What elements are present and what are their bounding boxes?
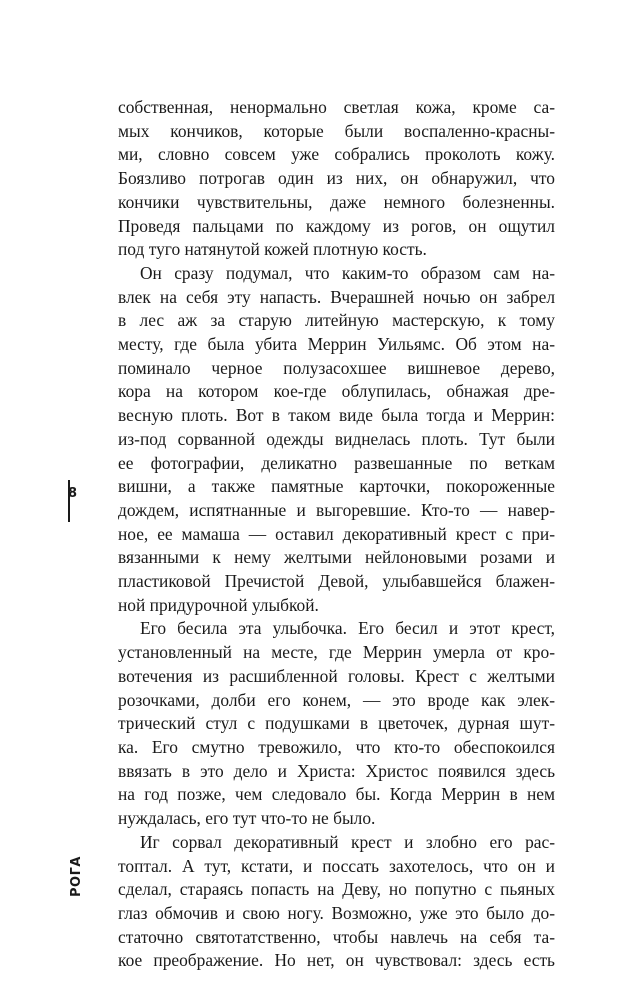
text-line: сделал, стараясь попасть на Деву, но попутно с пьяных: [118, 879, 555, 900]
text-line: кора на котором кое-где облупилась, обнажая дре-: [118, 381, 555, 402]
text-line: из-под сорванной одежды виднелась плоть. Тут были: [118, 428, 555, 449]
text-line: вотечения из расшибленной головы. Крест с желтыми: [118, 665, 555, 686]
text-line: кое преображение. Но нет, он чувствовал: здесь есть: [118, 950, 555, 971]
running-head: РОГА: [69, 856, 84, 897]
text-line: глаз обмочив и свою ногу. Возможно, уже это было до-: [118, 902, 555, 923]
text-line: пластиковой Пречистой Девой, улыбавшейся блажен-: [118, 571, 555, 592]
text-line: ной придурочной улыбкой.: [118, 594, 319, 615]
text-line: на год позже, чем следовало бы. Когда Меррин в нем: [118, 784, 555, 805]
text-line: влек на себя эту напасть. Вчерашней ночью он забрел: [118, 286, 555, 307]
text-line: вязанными к нему желтыми нейлоновыми розами и: [118, 547, 555, 568]
text-line: в лес аж за старую литейную мастерскую, к тому: [118, 310, 555, 331]
page-number: 8: [68, 486, 78, 501]
text-line: статочно святотатственно, чтобы навлечь на себя та-: [118, 926, 555, 947]
body-text: [118, 96, 555, 973]
text-line: собственная, ненормально светлая кожа, кроме са-: [118, 97, 555, 117]
text-line: дождем, испятнанные и выгоревшие. Кто-то — навер-: [118, 499, 555, 520]
text-line: поминало черное полузасохшее вишневое дерево,: [118, 357, 555, 378]
text-line: Его бесила эта улыбочка. Его бесил и этот крест,: [140, 618, 555, 639]
text-line: ее фотографии, деликатно развешанные по веткам: [118, 452, 555, 473]
text-line: Проведя пальцами по каждому из рогов, он ощутил: [118, 215, 555, 236]
text-line: Иг сорвал декоративный крест и злобно его рас-: [140, 831, 555, 852]
text-line: топтал. А тут, кстати, и поссать захотелось, что он и: [118, 855, 555, 876]
text-line: ное, ее мамаша — оставил декоративный крест с при-: [118, 523, 555, 544]
text-line: Боязливо потрогав один из них, он обнаружил, что: [118, 168, 555, 189]
text-line: месту, где была убита Меррин Уильямс. Об этом на-: [118, 334, 555, 355]
text-line: трический стул с подушками в цветочек, дурная шут-: [118, 713, 555, 734]
text-line: установленный на месте, где Меррин умерла от кро-: [118, 642, 555, 663]
text-line: под туго натянутой кожей плотную кость.: [118, 239, 427, 260]
text-line: вишни, а также памятные карточки, покороженные: [118, 476, 555, 497]
text-line: ми, словно совсем уже собрались проколоть кожу.: [118, 144, 555, 165]
text-line: весную плоть. Вот в таком виде была тогда и Меррин:: [118, 405, 555, 426]
text-line: нуждалась, его тут что-то не было.: [118, 808, 376, 829]
text-line: ввязать в это дело и Христа: Христос появился здесь: [118, 760, 555, 781]
text-line: ка. Его смутно тревожило, что кто-то обеспокоился: [118, 736, 555, 757]
text-line: Он сразу подумал, что каким-то образом сам на-: [140, 262, 555, 283]
text-line: кончики чувствительны, даже немного болезненны.: [118, 191, 555, 212]
text-line: розочками, долби его конем, — это вроде как элек-: [118, 689, 555, 710]
text-line: мых кончиков, которые были воспаленно-красны-: [118, 120, 555, 141]
